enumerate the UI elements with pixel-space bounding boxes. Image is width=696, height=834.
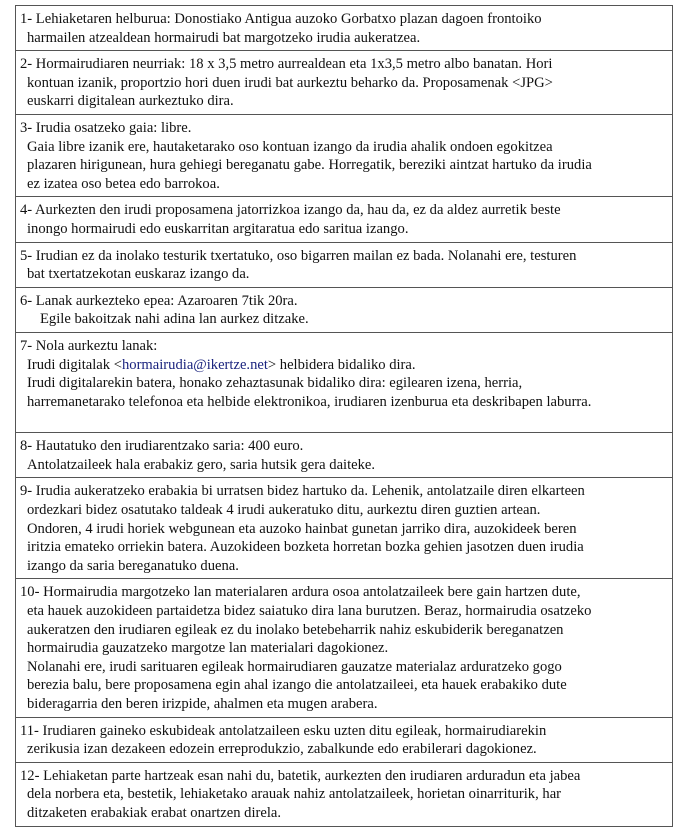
rule-line [20, 356, 668, 375]
rule-line: berezia balu, bere proposamena egin ahal izango die antolatzaileei, eta hauek erabakiko dute [27, 677, 567, 694]
rule-line-text: Irudi digitalak < [27, 356, 122, 373]
rule-line: 6- Lanak aurkezteko epea: Azaroaren 7tik 20ra. [20, 292, 298, 309]
rule-line: Irudi digitalarekin batera, honako zehaztasunak bidaliko dira: egilearen izena, herria, [27, 375, 523, 392]
rule-line: 5- Irudian ez da inolako testurik txertatuko, oso bigarren mailan ez bada. Nolanahi ere, testuren [20, 247, 577, 264]
rule-line: harremanetarako telefonoa eta helbide elektronikoa, irudiaren izenburua eta deskribapen laburra. [27, 393, 592, 410]
rule-line: 4- Aurkezten den irudi proposamena jatorrizkoa izango da, hau da, ez da aldez aurretik beste [20, 202, 561, 219]
rule-cell [16, 114, 673, 196]
rule-line: kontuan izanik, proportzio hori duen irudi bat aurkeztu beharko da. Proposamenak <JPG> [27, 74, 553, 91]
rule-line: ez izatea oso betea edo barrokoa. [27, 175, 220, 192]
rule-row-1 [16, 6, 673, 51]
rule-line: 12- Lehiaketan parte hartzeak esan nahi du, batetik, aurkezten den irudiaren arduradun eta jabea [20, 767, 581, 784]
rule-line: Nolanahi ere, irudi sarituaren egileak hormairudiaren gauzatze materialaz arduratzeko gogo [27, 658, 562, 675]
rule-line: 7- Nola aurkeztu lanak: [20, 337, 158, 354]
rule-line: inongo hormairudi edo euskarritan argitaratua edo saritua izango. [27, 220, 409, 237]
rule-line: plazaren hirigunean, hura gehiegi bereganatu gabe. Horregatik, bereziki aintzat hartuko da irudia [27, 157, 592, 174]
rule-cell [16, 579, 673, 717]
rule-row-4 [16, 197, 673, 242]
rule-cell [16, 242, 673, 287]
rule-line: 11- Irudiaren gaineko eskubideak antolatzaileen esku uzten ditu egileak, hormairudiarekin [20, 722, 547, 739]
rule-row-3 [16, 114, 673, 196]
rule-row-10 [16, 579, 673, 717]
rule-line: Ondoren, 4 irudi horiek webgunean eta auzoko hainbat gunetan jarriko dira, auzokideek beren [27, 520, 577, 537]
rule-row-7 [16, 332, 673, 432]
rule-line: dela norbera eta, bestetik, lehiaketako arauak nahiz antolatzaileek, horietan oinarriturik, har [27, 786, 562, 803]
rule-line: zerikusia izan dezakeen edozein erreprodukzio, zabalkunde edo erabilerari dagokionez. [27, 741, 537, 758]
rule-line: euskarri digitalean aurkeztuko dira. [27, 93, 234, 110]
rule-cell [16, 717, 673, 762]
rule-line: Antolatzaileek hala erabakiz gero, saria hutsik gera daiteke. [27, 456, 376, 473]
rule-row-5 [16, 242, 673, 287]
rule-line: bat txertatzekotan euskaraz izango da. [27, 266, 250, 283]
rule-row-11 [16, 717, 673, 762]
rule-line: 9- Irudia aukeratzeko erabakia bi urratsen bidez hartuko da. Lehenik, antolatzaile diren elkarteen [20, 483, 585, 500]
rule-line: Gaia libre izanik ere, hautaketarako oso kontuan izango da irudia ahalik ondoen egokitzea [27, 138, 553, 155]
rule-line: harmailen atzealdean hormairudi bat margotzeko irudia aukeratzea. [27, 29, 421, 46]
rule-line: eta hauek auzokideen partaidetza bidez saiatuko dira lana burutzen. Beraz, hormairudia osatzeko [27, 603, 592, 620]
rule-line-text: > helbidera bidaliko dira. [267, 356, 416, 373]
rule-cell [16, 6, 673, 51]
rule-line: 1- Lehiaketaren helburua: Donostiako Antigua auzoko Gorbatxo plazan dagoen frontoiko [20, 11, 542, 27]
rules-table [15, 5, 673, 827]
rule-cell [16, 478, 673, 579]
rule-cell [16, 433, 673, 478]
rule-line: Egile bakoitzak nahi adina lan aurkez ditzake. [40, 311, 309, 328]
rule-line: aukeratzen den irudiaren egileak ez du inolako betebeharrik nahiz eskubiderik bereganatzen [27, 621, 564, 638]
rule-cell [16, 51, 673, 115]
rule-line: izango da saria bereganatuko duena. [27, 557, 239, 574]
rule-line: 8- Hautatuko den irudiarentzako saria: 400 euro. [20, 438, 304, 455]
rule-line: iritzia emateko orriekin batera. Auzokideen bozketa horretan bozka gehien jasotzen duen irudia [27, 539, 584, 556]
rule-row-9 [16, 478, 673, 579]
rule-cell [16, 332, 673, 432]
rule-row-12 [16, 762, 673, 826]
rule-row-8 [16, 433, 673, 478]
rule-line: ditzaketen erabakiak erabat onartzen direla. [27, 804, 282, 821]
rule-line: 3- Irudia osatzeko gaia: libre. [20, 119, 192, 136]
rule-row-6 [16, 287, 673, 332]
email-link[interactable]: hormairudia@ikertze.net [121, 356, 268, 373]
rule-line: bideragarria den beren irizpide, ahalmen eta mugen arabera. [27, 696, 378, 712]
rule-cell [16, 197, 673, 242]
rule-line: 10- Hormairudia margotzeko lan materialaren ardura osoa antolatzaileek bere gain hartzen dute, [20, 584, 581, 601]
rule-cell [16, 287, 673, 332]
rule-line: ordezkari bidez osatutako taldeak 4 irudi aukeratuko ditu, aurkeztu diren guztien artean. [27, 502, 541, 519]
rule-cell [16, 762, 673, 826]
rule-row-2 [16, 51, 673, 115]
rule-line: hormairudia gauzatzeko margotze lan materialari dagokionez. [27, 640, 389, 657]
rule-line: 2- Hormairudiaren neurriak: 18 x 3,5 metro aurrealdean eta 1x3,5 metro albo banatan. Hori [20, 56, 553, 73]
